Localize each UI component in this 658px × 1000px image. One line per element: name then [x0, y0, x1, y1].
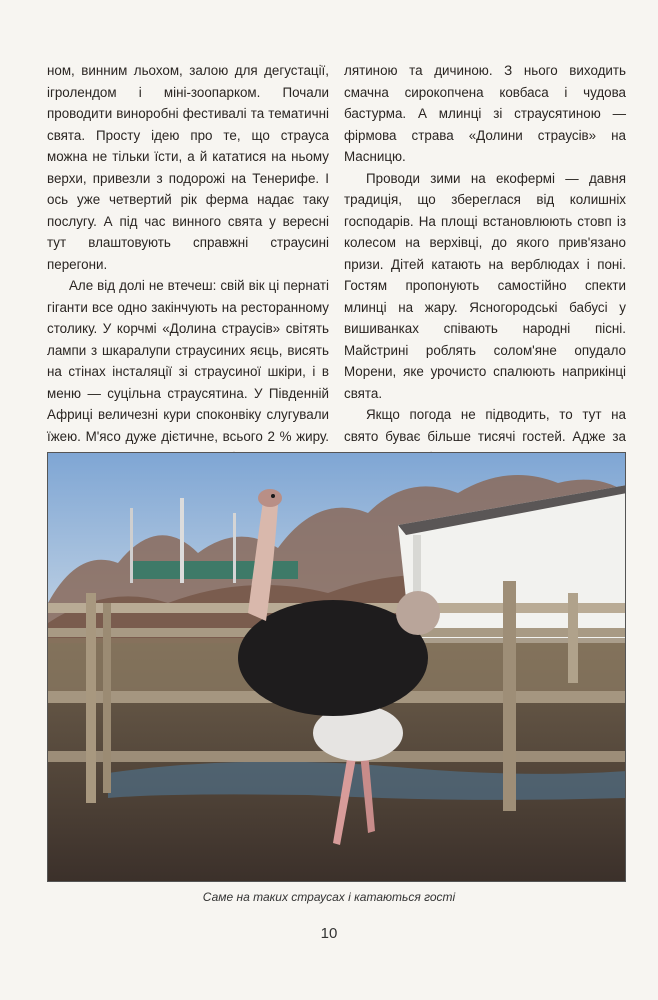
paragraph: Але від долі не втечеш: свій вік ці пернаті гіганти все одно закінчують на ресторанному столику. У корчмі «Долина страусів» світять лампи з шкаралупи страусиних яєць, висять на стінах інсталяції зі страусиної шкіри, і в меню — суцільна страусятина. У Південній Африці величезні кури споконвіку слугували їжею. М'ясо дуже дієтичне, всього 2 % жиру. [47, 278, 329, 444]
page-number: 10 [320, 925, 338, 942]
right-column [344, 60, 626, 490]
photo-caption: Саме на таких страусах і катаються гості [202, 890, 456, 904]
left-column [47, 60, 329, 490]
article-columns [47, 60, 626, 490]
paragraph: лятиною та дичиною. З нього виходить смачна сирокопчена ковбаса і чудова бастурма. А млинці зі страусятиною — фірмова страва «Долини страусів» на Масницю. [344, 63, 626, 164]
paragraph: Якщо погода не підводить, то тут на свято буває більше тисячі гостей. Адже за [344, 407, 626, 444]
paragraph: Проводи зими на екофермі — давня традиція, що збереглася від колишніх господарів. На площі встановлюють стовп із колесом на верхівці, до якого прив'язано призи. Дітей катають на верблюдах і поні. Гостям пропонують самостійно спекти млинці на жару. Ясногородські бабусі у вишиванках співають народні пісні. Майстрині роблять солом'яне опудало Морени, яке урочисто спалюють наприкінці свята. [344, 170, 626, 401]
ostrich-photo-illustration [48, 453, 626, 882]
ostrich-photo [47, 452, 626, 882]
paragraph: ном, винним льохом, залою для дегустації, ігролендом і міні-зоопарком. Почали проводити виноробні фестивалі та тематичні свята. Просту ідею про те, що страуса можна не тільки їсти, а й кататися на ньому верхи, привезли з подорожі на Тенерифе. І ось уже четвертий рік ферма надає таку послугу. А під час винного свята у вересні тут влаштовують справжні страусині перегони. [47, 63, 329, 272]
